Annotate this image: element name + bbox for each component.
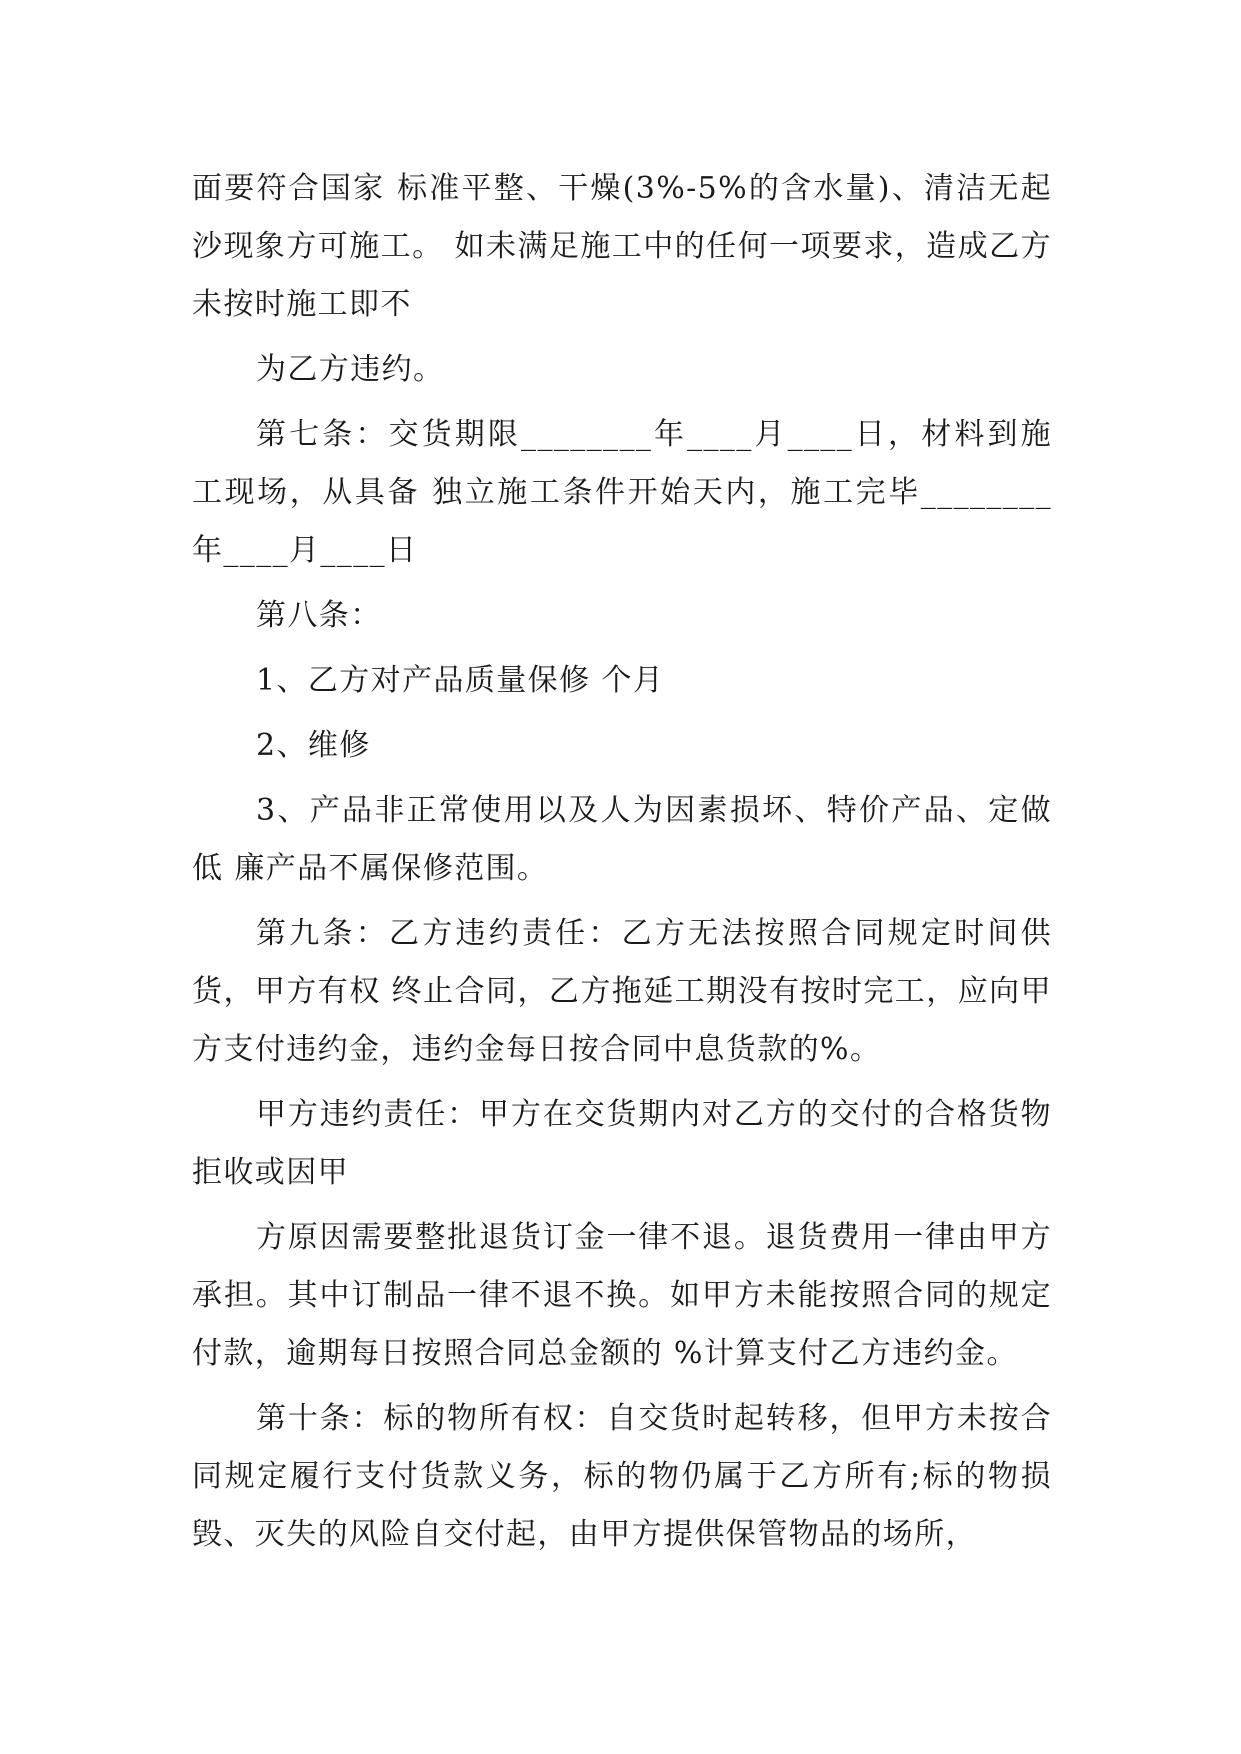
paragraph-article-10: 第十条：标的物所有权：自交货时起转移，但甲方未按合同规定履行支付货款义务，标的物仍属于乙方所有;标的物损毁、灭失的风险自交付起，由甲方提供保管物品的场所， — [192, 1401, 1052, 1552]
paragraph-article-8: 第八条： — [256, 598, 382, 633]
paragraph-article-9: 第九条：乙方违约责任：乙方无法按照合同规定时间供货，甲方有权 终止合同，乙方拖延工期没有按时完工，应向甲方支付违约金，违约金每日按合同中息货款的%。 — [192, 916, 1052, 1067]
document-body — [192, 160, 1052, 1571]
paragraph-party-a-liability-cont: 方原因需要整批退货订金一律不退。退货费用一律由甲方承担。其中订制品一律不退不换。如甲方未能按照合同的规定付款，逾期每日按照合同总金额的 %计算支付乙方违约金。 — [192, 1220, 1052, 1371]
paragraph-article-8-item-1: 1、乙方对产品质量保修 个月 — [256, 663, 665, 698]
paragraph-not-breach: 为乙方违约。 — [256, 352, 445, 387]
paragraph-party-a-liability: 甲方违约责任：甲方在交货期内对乙方的交付的合格货物拒收或因甲 — [192, 1097, 1052, 1190]
paragraph-article-8-item-3: 3、产品非正常使用以及人为因素损坏、特价产品、定做低 廉产品不属保修范围。 — [192, 793, 1052, 886]
paragraph-article-7: 第七条：交货期限________年____月____日，材料到施工现场，从具备 独立施工条件开始天内，施工完毕________年____月____日 — [192, 417, 1052, 568]
paragraph-article-8-item-2: 2、维修 — [256, 728, 371, 763]
paragraph-surface-requirement: 面要符合国家 标准平整、干燥(3%-5%的含水量)、清洁无起沙现象方可施工。 如未满足施工中的任何一项要求，造成乙方未按时施工即不 — [192, 171, 1052, 322]
